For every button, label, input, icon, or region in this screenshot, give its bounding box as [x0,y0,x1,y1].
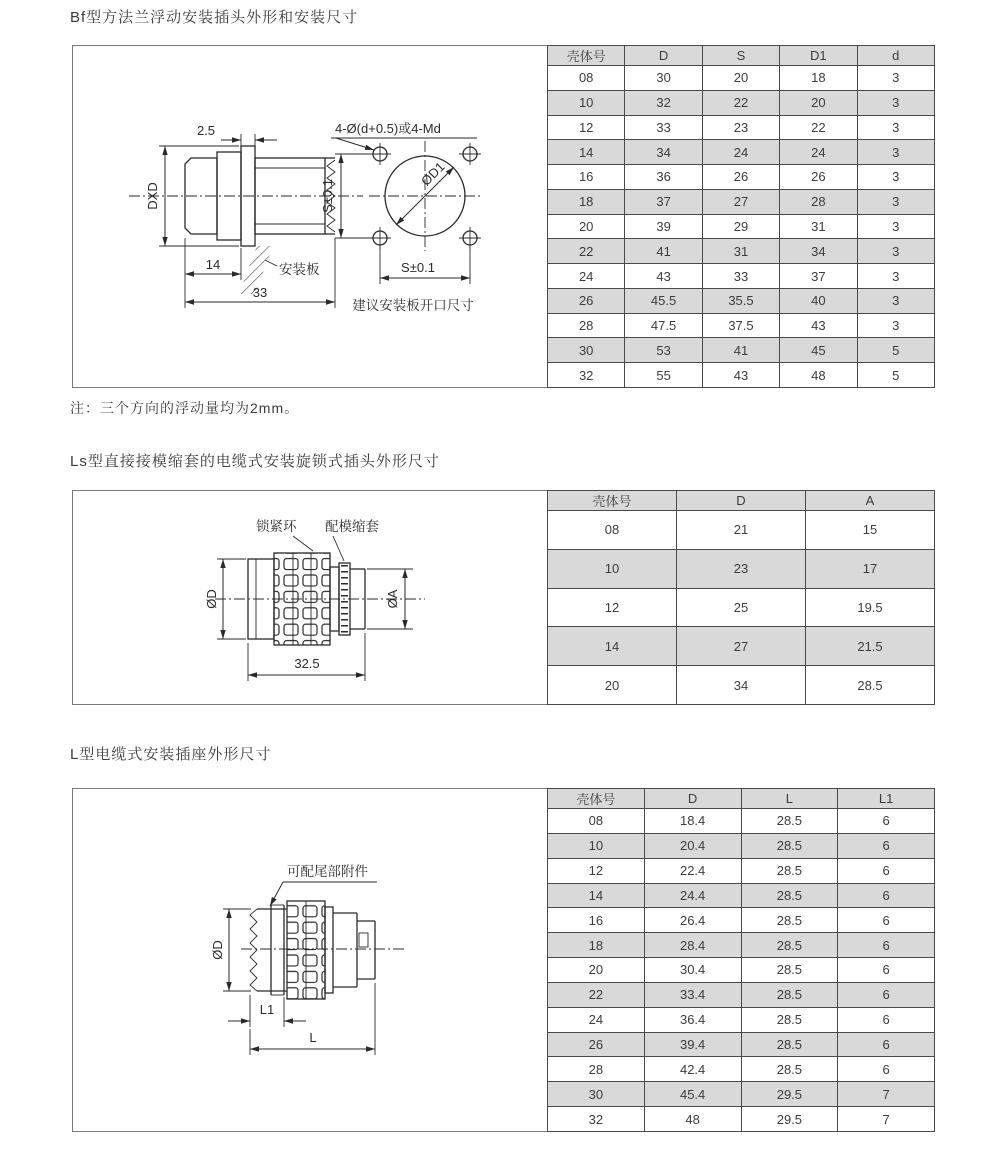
table-cell: 36.4 [644,1007,741,1032]
table-cell: 21.5 [806,627,935,666]
dim-l1: L1 [259,1002,275,1017]
table-cell: 32 [548,1107,645,1132]
table-cell: 43 [780,313,857,338]
table-cell: 17 [806,549,935,588]
table-header-row [548,789,935,809]
ls-dimensions-table [547,490,935,705]
section1-title: Bf型方法兰浮动安装插头外形和安装尺寸 [70,9,359,26]
l-receptacle-drawing [73,789,549,1131]
table-cell: 35.5 [702,288,779,313]
table-cell: 6 [838,908,935,933]
table-header-cell: d [857,46,934,66]
table-cell: 30.4 [644,958,741,983]
table-cell: 14 [548,627,677,666]
table-row [548,627,935,666]
section3-title: L型电缆式安装插座外形尺寸 [70,746,272,763]
table-cell: 39.4 [644,1032,741,1057]
table-cell: 31 [702,239,779,264]
table-cell: 3 [857,115,934,140]
table-cell: 28.5 [741,933,838,958]
table-cell: 3 [857,313,934,338]
table-cell: 22 [548,239,625,264]
table-cell: 48 [644,1107,741,1132]
table-cell: 3 [857,90,934,115]
table-row [548,1082,935,1107]
table-header-cell: A [806,491,935,511]
table-cell: 18.4 [644,809,741,834]
table-row [548,511,935,550]
table-cell: 28.5 [741,833,838,858]
table-cell: 10 [548,833,645,858]
table-cell: 20 [548,214,625,239]
table-row [548,338,935,363]
table-cell: 3 [857,214,934,239]
table-header-row [548,46,935,66]
table-row [548,288,935,313]
table-cell: 15 [806,511,935,550]
dim-d1: ØD1 [418,159,448,189]
section1-panel [72,45,935,388]
table-cell: 28.5 [741,1007,838,1032]
table-row [548,933,935,958]
dim-2-5: 2.5 [196,123,216,138]
leader-line [293,536,313,551]
table-cell: 16 [548,908,645,933]
bf-connector-drawing [73,46,549,387]
table-cell: 53 [625,338,702,363]
table-cell: 12 [548,588,677,627]
spacer-ring [325,907,333,993]
table-cell: 23 [702,115,779,140]
grip-zigzag [250,909,257,991]
table-cell: 25 [677,588,806,627]
leader-line [336,138,374,150]
table-cell: 24.4 [644,883,741,908]
table-cell: 20 [548,958,645,983]
table-cell: 33 [625,115,702,140]
table-row [548,214,935,239]
table-cell: 30 [548,338,625,363]
front-view-caption: 建议安装板开口尺寸 [352,298,474,313]
table-cell: 24 [702,140,779,165]
table-cell: 23 [677,549,806,588]
bf-front-view [320,121,481,313]
table-cell: 19.5 [806,588,935,627]
dim-32-5: 32.5 [294,656,320,671]
table-cell: 24 [780,140,857,165]
table-row [548,858,935,883]
table-cell: 3 [857,140,934,165]
table-cell: 26 [548,1032,645,1057]
section2-title: Ls型直接接模缩套的电缆式安装旋锁式插头外形尺寸 [70,453,440,470]
table-cell: 22 [702,90,779,115]
table-cell: 10 [548,549,677,588]
table-cell: 3 [857,264,934,289]
table-cell: 30 [625,66,702,91]
table-cell: 47.5 [625,313,702,338]
leader-line [333,536,344,561]
table-cell: 24 [548,1007,645,1032]
table-row [548,833,935,858]
table-cell: 28.5 [741,1032,838,1057]
section2-panel [72,490,935,705]
table-cell: 3 [857,239,934,264]
table-cell: 28.5 [741,858,838,883]
table-cell: 6 [838,833,935,858]
table-cell: 26 [780,165,857,190]
table-row [548,140,935,165]
table-row [548,1032,935,1057]
table-cell: 34 [780,239,857,264]
table-cell: 55 [625,363,702,388]
table-cell: 6 [838,933,935,958]
bayonet-pin [359,933,368,947]
table-cell: 41 [702,338,779,363]
table-cell: 36 [625,165,702,190]
table-cell: 6 [838,858,935,883]
table-cell: 7 [838,1082,935,1107]
table-header-cell: 壳体号 [548,46,625,66]
table-row [548,666,935,705]
table-cell: 39 [625,214,702,239]
leader-line [270,882,283,906]
table-cell: 32 [625,90,702,115]
table-cell: 26 [548,288,625,313]
table-cell: 22 [548,982,645,1007]
table-cell: 18 [548,933,645,958]
table-row [548,883,935,908]
ls-plug-drawing [73,491,549,704]
dim-dxd: DXD [145,182,160,210]
table-cell: 45.5 [625,288,702,313]
table-row [548,809,935,834]
table-cell: 29.5 [741,1082,838,1107]
table-header-row [548,491,935,511]
table-cell: 3 [857,288,934,313]
table-cell: 31 [780,214,857,239]
mold-sleeve-label: 配模缩套 [325,519,379,534]
table-cell: 20 [548,666,677,705]
table-cell: 27 [677,627,806,666]
table-cell: 20 [780,90,857,115]
table-cell: 37 [780,264,857,289]
table-cell: 29.5 [741,1107,838,1132]
table-cell: 40 [780,288,857,313]
table-cell: 18 [780,66,857,91]
table-cell: 3 [857,66,934,91]
lock-ring-knurl [274,553,330,645]
table-row [548,958,935,983]
table-cell: 28.5 [741,958,838,983]
table-row [548,264,935,289]
table-cell: 28.5 [741,1057,838,1082]
table-header-cell: L1 [838,789,935,809]
table-cell: 41 [625,239,702,264]
dim-s-horizontal: S±0.1 [401,260,435,275]
table-cell: 28.5 [741,908,838,933]
table-header-cell: D [625,46,702,66]
dim-14: 14 [205,257,221,272]
table-cell: 5 [857,363,934,388]
dim-33: 33 [252,285,268,300]
table-cell: 6 [838,958,935,983]
table-cell: 14 [548,883,645,908]
table-cell: 28.5 [806,666,935,705]
table-cell: 27 [702,189,779,214]
table-row [548,363,935,388]
table-cell: 21 [677,511,806,550]
table-cell: 37.5 [702,313,779,338]
table-cell: 08 [548,511,677,550]
section3-panel [72,788,935,1132]
table-cell: 14 [548,140,625,165]
table-header-cell: D1 [780,46,857,66]
table-cell: 10 [548,90,625,115]
table-cell: 22 [780,115,857,140]
table-cell: 6 [838,1032,935,1057]
mounting-plate-label: 安装板 [279,262,320,277]
table-cell: 6 [838,982,935,1007]
table-cell: 45.4 [644,1082,741,1107]
table-cell: 26.4 [644,908,741,933]
dim-od: ØD [204,589,219,609]
table-cell: 29 [702,214,779,239]
table-cell: 28.5 [741,809,838,834]
section1-note: 注：三个方向的浮动量均为2mm。 [70,400,300,416]
table-cell: 24 [548,264,625,289]
tail-accessory-label: 可配尾部附件 [287,864,368,879]
dim-oa: ØA [385,589,400,609]
l-dimensions-table [547,788,935,1132]
table-cell: 18 [548,189,625,214]
table-cell: 28.5 [741,883,838,908]
table-cell: 28 [548,313,625,338]
table-cell: 28 [548,1057,645,1082]
table-row [548,1057,935,1082]
table-row [548,90,935,115]
table-cell: 6 [838,883,935,908]
table-header-cell: D [644,789,741,809]
table-cell: 22.4 [644,858,741,883]
table-row [548,1107,935,1132]
table-row [548,982,935,1007]
table-row [548,908,935,933]
table-cell: 28.5 [741,982,838,1007]
table-cell: 32 [548,363,625,388]
table-cell: 28 [780,189,857,214]
table-cell: 42.4 [644,1057,741,1082]
table-header-cell: S [702,46,779,66]
hole-spec-label: 4-Ø(d+0.5)或4-Md [335,121,441,136]
dim-od: ØD [210,940,225,960]
table-cell: 28.4 [644,933,741,958]
dim-s-vertical: S±0.1 [320,179,335,213]
table-row [548,115,935,140]
lock-ring-label: 锁紧环 [256,519,297,534]
table-cell: 43 [702,363,779,388]
table-cell: 3 [857,189,934,214]
table-cell: 48 [780,363,857,388]
table-cell: 26 [702,165,779,190]
dim-l: L [309,1030,317,1045]
table-header-cell: 壳体号 [548,789,645,809]
table-row [548,165,935,190]
table-cell: 45 [780,338,857,363]
table-cell: 20.4 [644,833,741,858]
table-cell: 6 [838,809,935,834]
table-cell: 08 [548,66,625,91]
table-row [548,189,935,214]
table-header-cell: L [741,789,838,809]
table-row [548,239,935,264]
table-row [548,588,935,627]
table-cell: 37 [625,189,702,214]
table-cell: 34 [625,140,702,165]
table-cell: 7 [838,1107,935,1132]
table-cell: 33 [702,264,779,289]
table-row [548,1007,935,1032]
table-cell: 30 [548,1082,645,1107]
table-cell: 12 [548,115,625,140]
table-cell: 3 [857,165,934,190]
table-cell: 20 [702,66,779,91]
table-cell: 12 [548,858,645,883]
table-row [548,313,935,338]
bf-dimensions-table [547,45,935,388]
table-row [548,549,935,588]
table-header-cell: D [677,491,806,511]
bf-side-view [129,123,363,308]
table-cell: 5 [857,338,934,363]
table-cell: 16 [548,165,625,190]
table-cell: 08 [548,809,645,834]
table-cell: 33.4 [644,982,741,1007]
table-row [548,66,935,91]
table-header-cell: 壳体号 [548,491,677,511]
table-cell: 6 [838,1007,935,1032]
table-cell: 6 [838,1057,935,1082]
table-cell: 43 [625,264,702,289]
table-cell: 34 [677,666,806,705]
